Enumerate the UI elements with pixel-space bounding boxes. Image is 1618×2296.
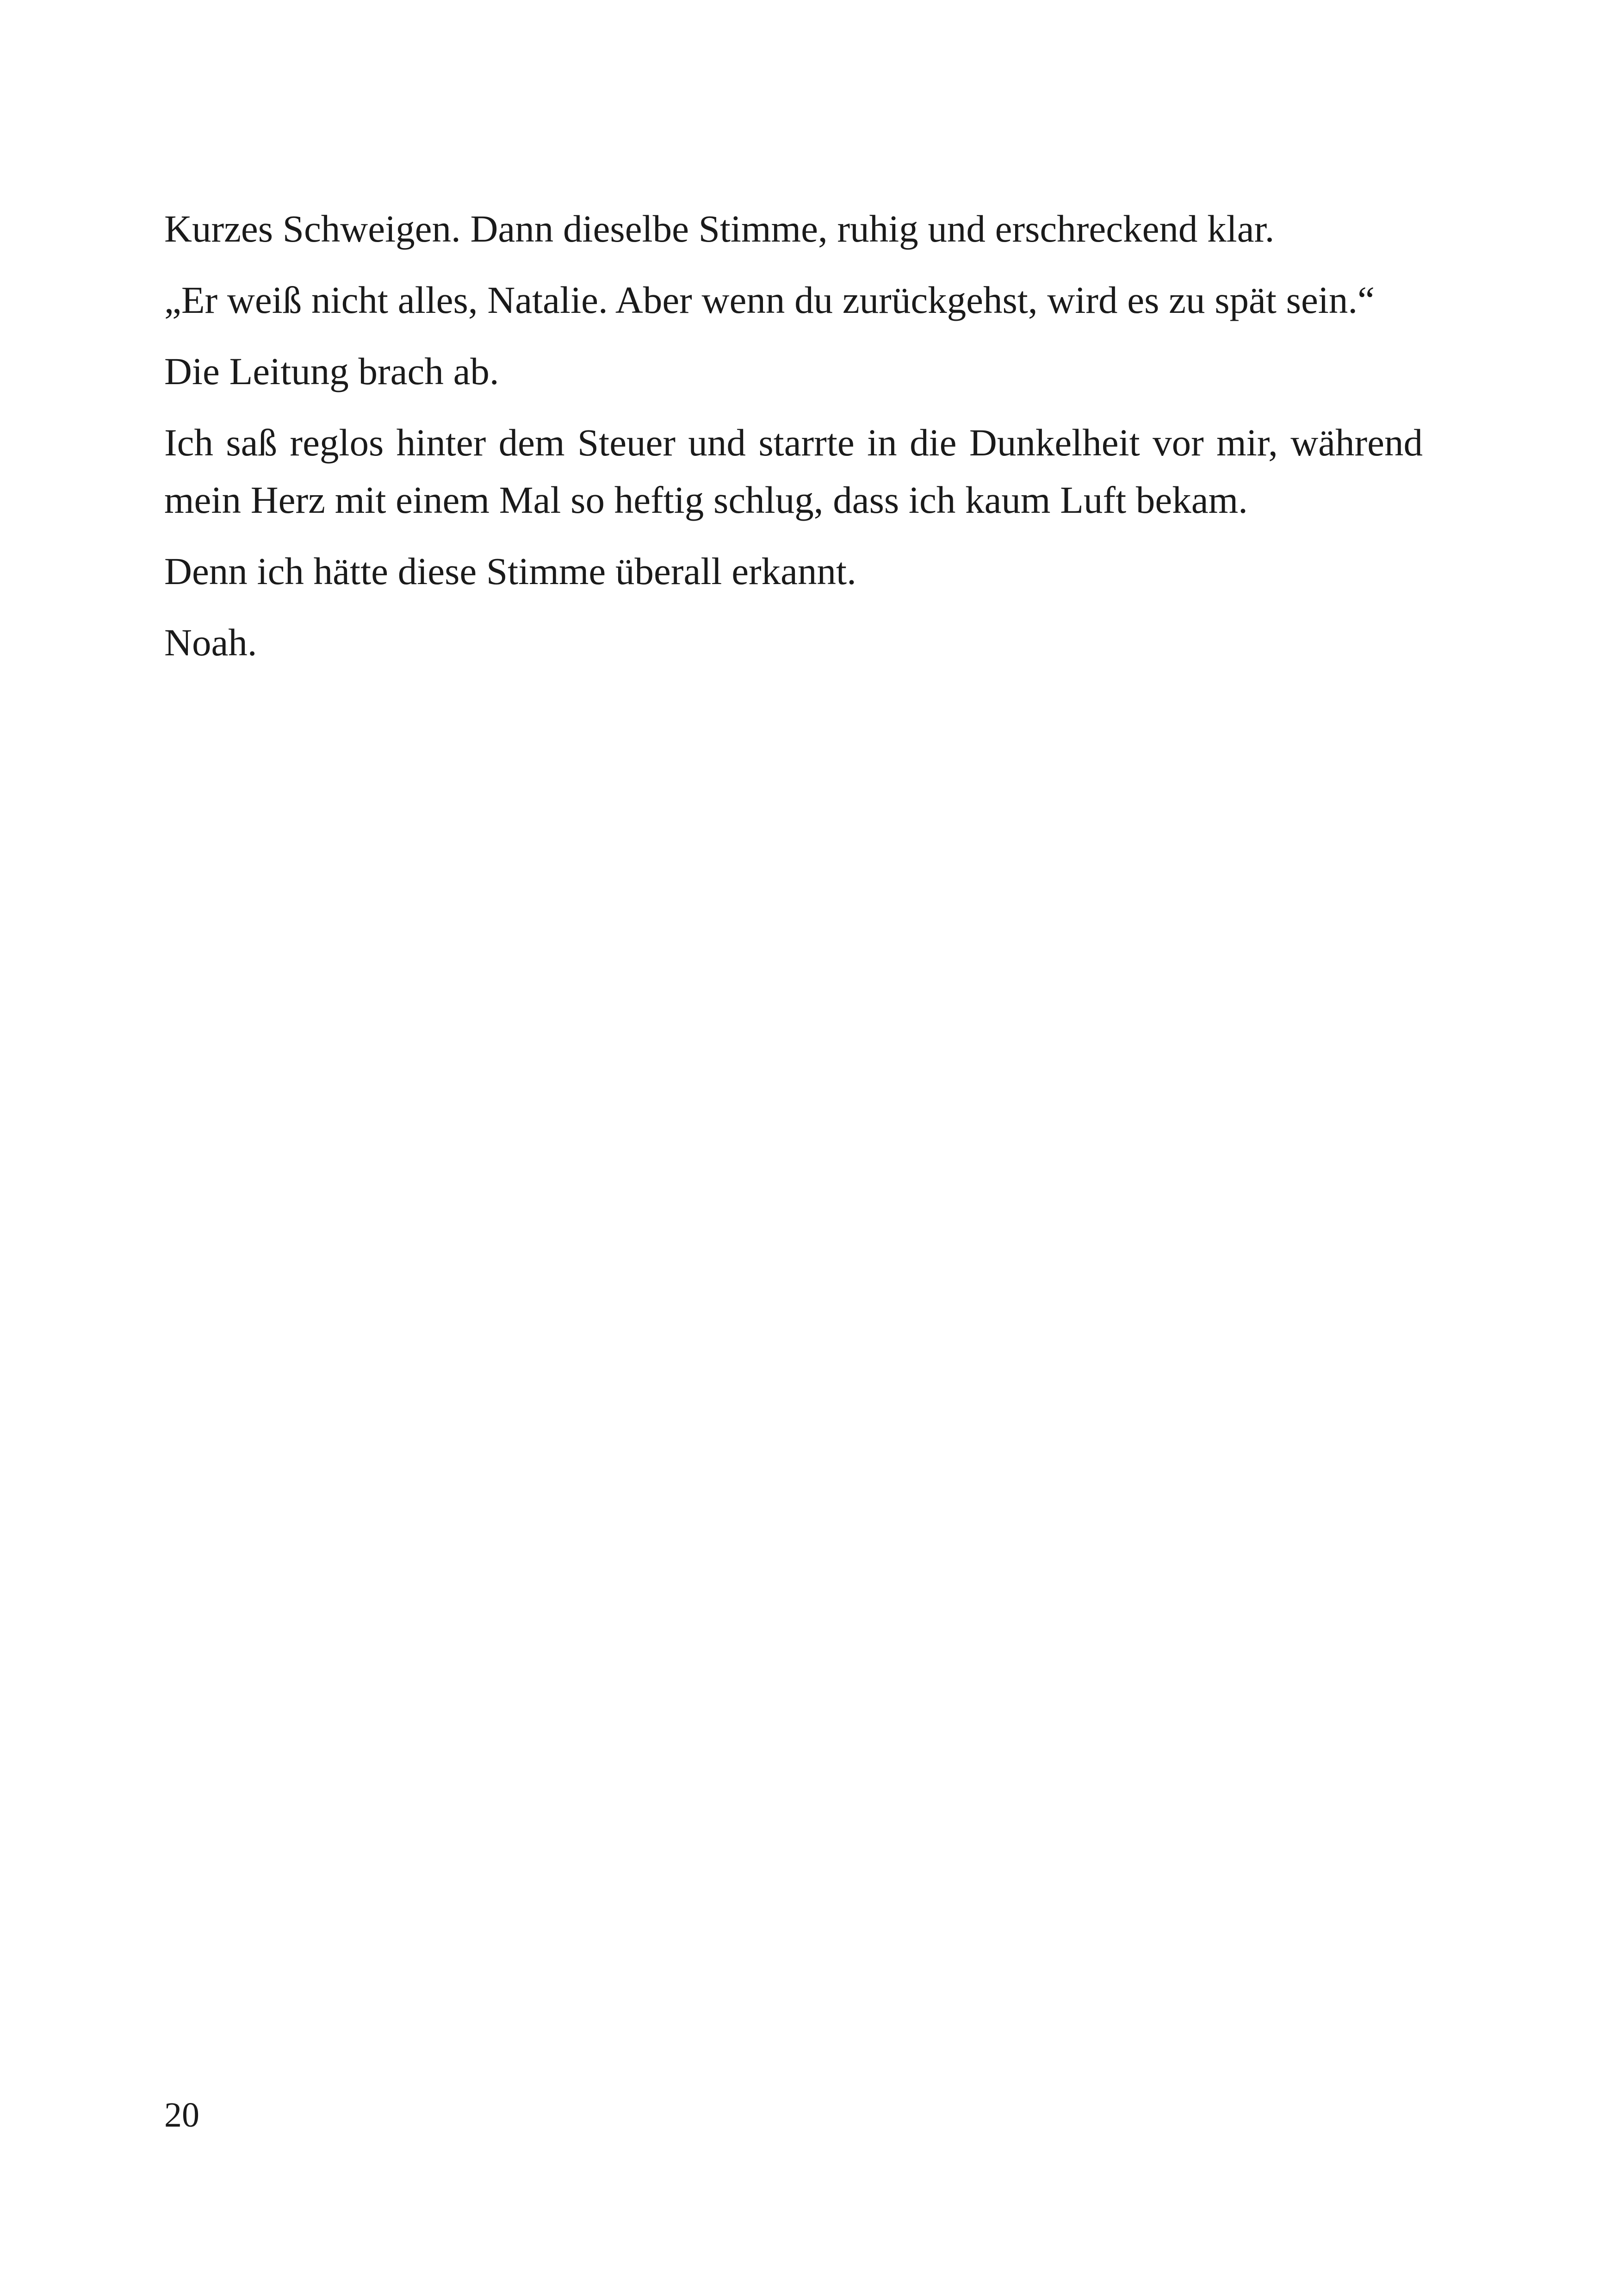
paragraph-3: Die Leitung brach ab. [164, 350, 499, 392]
paragraph-4: Ich saß reglos hinter dem Steuer und starrte in die Dunkelheit vor mir, während mein Herz mit einem Mal so heftig schlug, dass ich kaum Luft bekam. [164, 421, 1423, 521]
paragraph-2-dialogue: „Er weiß nicht alles, Natalie. Aber wenn du zurückgehst, wird es zu spät sein.“ [164, 279, 1375, 321]
paragraph-5: Denn ich hätte diese Stimme überall erkannt. [164, 550, 856, 592]
page-number: 20 [164, 2096, 199, 2134]
paragraph-6: Noah. [164, 621, 257, 664]
paragraph-1: Kurzes Schweigen. Dann dieselbe Stimme, ruhig und erschreckend klar. [164, 207, 1275, 250]
body-text [164, 200, 1423, 685]
